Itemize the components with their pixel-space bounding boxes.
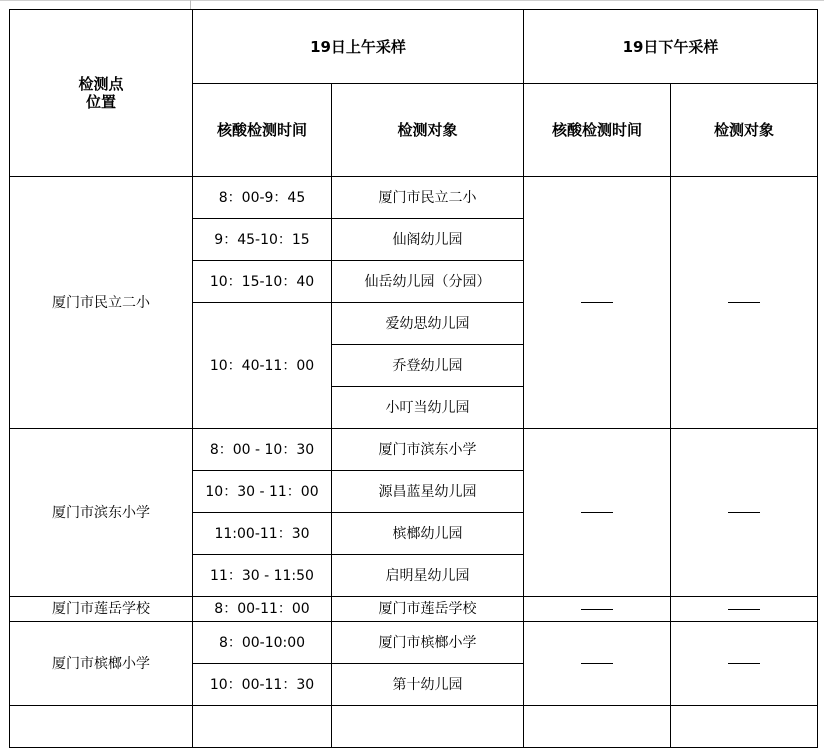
location-cell: 厦门市莲岳学校 xyxy=(10,597,193,622)
location-cell: 厦门市民立二小 xyxy=(10,177,193,429)
target-cell: 槟榔幼儿园 xyxy=(332,513,524,555)
target-cell: 启明星幼儿园 xyxy=(332,555,524,597)
time-cell: 8：00 - 10：30 xyxy=(193,429,332,471)
afternoon-target-cell xyxy=(671,429,818,597)
top-tick xyxy=(190,0,191,9)
time-cell: 10：30 - 11：00 xyxy=(193,471,332,513)
time-cell: 8：00-9：45 xyxy=(193,177,332,219)
location-cell: 厦门市槟榔小学 xyxy=(10,622,193,706)
target-cell: 仙阁幼儿园 xyxy=(332,219,524,261)
target-cell: 厦门市莲岳学校 xyxy=(332,597,524,622)
empty-cell xyxy=(10,706,193,748)
top-rule xyxy=(0,0,824,1)
afternoon-time-cell xyxy=(524,597,671,622)
header-afternoon-time: 核酸检测时间 xyxy=(524,84,671,177)
header-afternoon-target: 检测对象 xyxy=(671,84,818,177)
afternoon-target-cell xyxy=(671,597,818,622)
header-row-1 xyxy=(10,10,818,84)
table-row xyxy=(10,429,818,471)
dash-placeholder xyxy=(581,512,613,513)
dash-placeholder xyxy=(581,663,613,664)
header-location: 检测点 位置 xyxy=(10,10,193,177)
dash-placeholder xyxy=(581,609,613,610)
time-cell: 10：40-11：00 xyxy=(193,303,332,429)
target-cell: 厦门市民立二小 xyxy=(332,177,524,219)
target-cell: 小叮当幼儿园 xyxy=(332,387,524,429)
empty-cell xyxy=(671,706,818,748)
dash-placeholder xyxy=(728,512,760,513)
location-cell: 厦门市滨东小学 xyxy=(10,429,193,597)
header-morning-target: 检测对象 xyxy=(332,84,524,177)
dash-placeholder xyxy=(728,302,760,303)
afternoon-target-cell xyxy=(671,177,818,429)
table-row-cutoff xyxy=(10,706,818,748)
afternoon-time-cell xyxy=(524,429,671,597)
afternoon-time-cell xyxy=(524,177,671,429)
table-row xyxy=(10,177,818,219)
empty-cell xyxy=(332,706,524,748)
afternoon-time-cell xyxy=(524,622,671,706)
table-row xyxy=(10,597,818,622)
header-afternoon: 19日下午采样 xyxy=(524,10,818,84)
target-cell: 厦门市滨东小学 xyxy=(332,429,524,471)
time-cell: 11:00-11：30 xyxy=(193,513,332,555)
header-morning-time: 核酸检测时间 xyxy=(193,84,332,177)
target-cell: 厦门市槟榔小学 xyxy=(332,622,524,664)
empty-cell xyxy=(193,706,332,748)
header-morning: 19日上午采样 xyxy=(193,10,524,84)
dash-placeholder xyxy=(728,609,760,610)
sampling-schedule-table xyxy=(9,9,818,748)
time-cell: 8：00-11：00 xyxy=(193,597,332,622)
time-cell: 10：15-10：40 xyxy=(193,261,332,303)
time-cell: 11：30 - 11:50 xyxy=(193,555,332,597)
target-cell: 源昌蓝星幼儿园 xyxy=(332,471,524,513)
table-row xyxy=(10,622,818,664)
time-cell: 9：45-10：15 xyxy=(193,219,332,261)
dash-placeholder xyxy=(728,663,760,664)
dash-placeholder xyxy=(581,302,613,303)
time-cell: 10：00-11：30 xyxy=(193,664,332,706)
target-cell: 仙岳幼儿园（分园） xyxy=(332,261,524,303)
target-cell: 爱幼思幼儿园 xyxy=(332,303,524,345)
afternoon-target-cell xyxy=(671,622,818,706)
empty-cell xyxy=(524,706,671,748)
target-cell: 乔登幼儿园 xyxy=(332,345,524,387)
time-cell: 8：00-10:00 xyxy=(193,622,332,664)
target-cell: 第十幼儿园 xyxy=(332,664,524,706)
